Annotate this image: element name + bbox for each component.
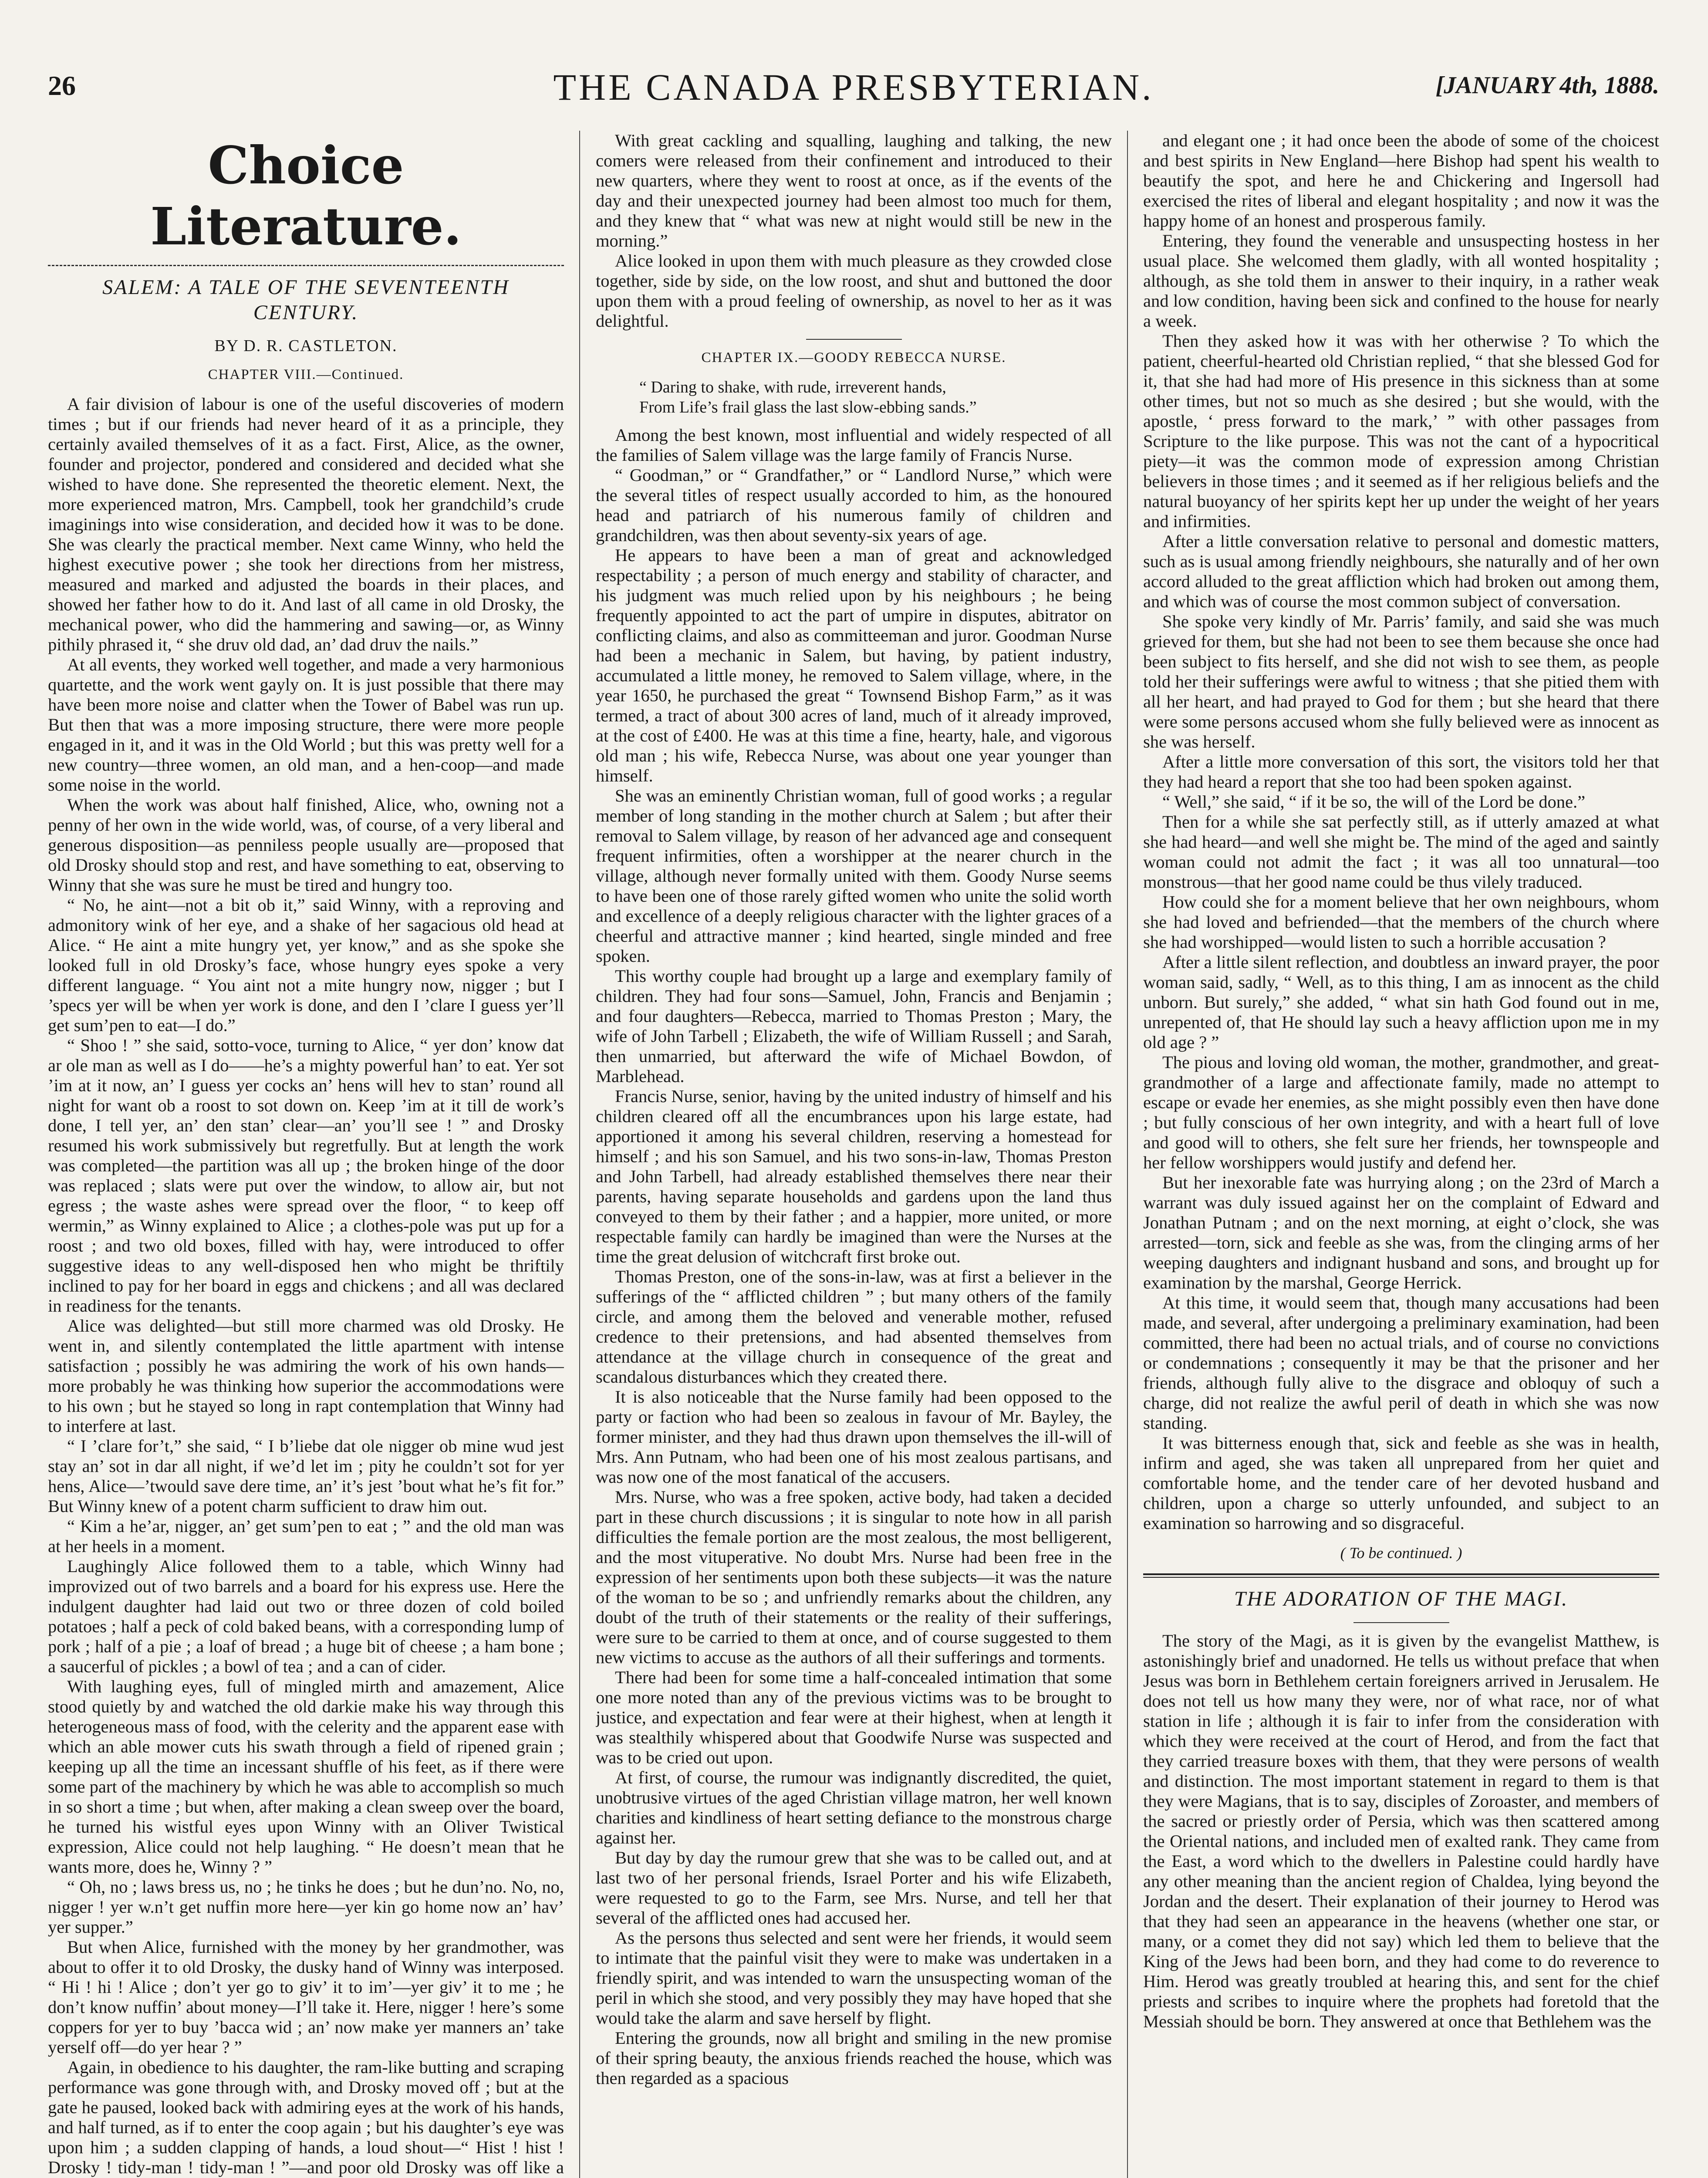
paragraph: But when Alice, furnished with the money by her grandmother, was about to offer it to old Drosky, the dusky hand of Winny was interposed. “ Hi ! hi ! Alice ; don’t yer go to giv’ it to im’—yer giv’ it to me ; he don’t know nuffin’ about money—I’ll take it. Here, nigger ! here’s some coppers for yer to buy ’bacca wid ; an’ now make yer manners an’ take yerself off—do yer hear ? ” (48, 1937, 564, 2057)
paragraph: It was bitterness enough that, sick and feeble as she was in health, infirm and aged, she was taken all unprepared from her quiet and comfortable home, and the tender care of her devoted husband and children, upon a charge so utterly unfounded, and subject to an examination so harrowing and so disgraceful. (1143, 1433, 1659, 1533)
paragraph: Alice looked in upon them with much pleasure as they crowded close together, side by side, on the low roost, and shut and buttoned the door upon them with a proud feeling of ownership, as novel to her as it was delightful. (596, 251, 1112, 331)
article-title: THE ADORATION OF THE MAGI. (1234, 1587, 1569, 1610)
issue-date: [JANUARY 4th, 1888. (1435, 72, 1659, 99)
divider (806, 339, 902, 340)
paragraph: The pious and loving old woman, the mother, grandmother, and great-grandmother of a large and affectionate family, made no attempt to escape or evade her enemies, as she might possibly even then have done ; but fully conscious of her own integrity, and with a heart full of love and good will to others, she felt sure her friends, her townspeople and her fellow worshippers would justify and defend her. (1143, 1052, 1659, 1172)
article-body (1143, 131, 1659, 1533)
paragraph: Laughingly Alice followed them to a table, which Winny had improvized out of two barrels and a board for his express use. Here the indulgent daughter had laid out two or three dozen of cold boiled potatoes ; half a peck of cold baked beans, with a corresponding lump of pork ; half of a pie ; a loaf of bread ; a huge bit of cheese ; a ham bone ; a saucerful of pickles ; a bowl of tea ; and a can of cider. (48, 1556, 564, 1676)
paragraph: A fair division of labour is one of the useful discoveries of modern times ; but if our friends had never heard of it as a principle, they certainly availed themselves of it as a fact. First, Alice, as the owner, founder and projector, pondered and considered and decided what she wished to have done. She represented the theoretic element. Next, the more experienced matron, Mrs. Campbell, took her grandchild’s crude imaginings into wise consideration, and decided how it was to be done. She was clearly the practical member. Next came Winny, who held the highest executive power ; she took her directions from her mistress, measured and marked and adjusted the boards in their places, and showed her father how to do it. And last of all came in old Drosky, the mechanical power, who did the hammering and sawing—or, as Winny pithily phrased it, “ she druv old dad, an’ dad druv the nails.” (48, 394, 564, 654)
paragraph: “ Well,” she said, “ if it be so, the will of the Lord be done.” (1162, 792, 1586, 812)
paragraph: The story of the Magi, as it is given by the evangelist Matthew, is astonishingly brief and unadorned. He tells us without preface that when Jesus was born in Bethlehem certain foreigners arrived in Jerusalem. He does not tell us how many they were, nor of what race, nor of what station in life ; although it is fair to infer from the consideration with which they were received at the court of Herod, and from the fact that they carried treasure boxes with them, that they were persons of wealth and distinction. The most important statement in regard to them is that they were Magians, that is to say, disciples of Zoroaster, and members of the sacred or priestly order of Persia, which was then scattered among the Oriental nations, and included men of exalted rank. They came from the East, a word which to the dwellers in Palestine could hardly have any other meaning than the ancient region of Chaldea, lying beyond the Jordan and the desert. Their explanation of their journey to Herod was that they had seen an appearance in the heavens (whether one star, or many, or a comet they did not say) which led them to believe that the King of the Jews had been born, and they had come to do reverence to Him. Herod was greatly troubled at hearing this, and sent for the chief priests and scribes to inquire where the prophets had foretold that the Messiah should be born. They answered at once that Bethlehem was the (1143, 1631, 1659, 2031)
paragraph: He appears to have been a man of great and acknowledged respectability ; a person of much energy and stability of character, and his judgment was much relied upon by his neighbours ; he being frequently appointed to act the part of umpire in disputes, abitrator on conflicting claims, and also as committeeman and juror. Goodman Nurse had been a mechanic in Salem, but having, by patient industry, accumulated a little money, he removed to Salem village, where, in the year 1650, he purchased the great “ Townsend Bishop Farm,” as it was termed, a tract of about 300 acres of land, much of it already improved, at the cost of £400. He was at this time a fine, hearty, hale, and vigorous old man ; his wife, Rebecca Nurse, was about one year younger than himself. (596, 545, 1112, 785)
paragraph: How could she for a moment believe that her own neighbours, whom she had loved and befriended—that the members of the church where she had worshipped—would listen to such a horrible accusation ? (1143, 892, 1659, 952)
paragraph: She spoke very kindly of Mr. Parris’ family, and said she was much grieved for them, but she had not been to see them because she once had been subject to fits herself, and she did not wish to see them, as people told her their sufferings were awful to witness ; that she pitied them with all her heart, and had prayed to God for them ; but she heard that there were some persons accused whom she fully believed were as innocent as she was herself. (1143, 612, 1659, 751)
section-masthead: Choice Literature. (150, 135, 462, 257)
paragraph: There had been for some time a half-concealed intimation that some one more noted than any of the previous victims was to be brought to justice, and expectation and fear were at their highest, when at length it was stealthily whispered about that Goodwife Nurse was suspected and was to be cried out upon. (596, 1667, 1112, 1767)
paragraph: Again, in obedience to his daughter, the ram-like butting and scraping performance was gone through with, and Drosky moved off ; but at the gate he paused, looked back with admiring eyes at the work of his hands, and half turned, as if to enter the coop again ; but his daughter’s eye was upon him ; a sudden clapping of hands, a loud shout—“ Hist ! hist ! Drosky ! tidy-man ! tidy-man ! ”—and poor old Drosky was off like a (48, 2057, 564, 2177)
paragraph: Mrs. Nurse, who was a free spoken, active body, had taken a decided part in these church discussions ; it is singular to note how in all parish difficulties the female portion are the most zealous, the most belligerent, and the most vituperative. No doubt Mrs. Nurse had been free in the expression of her sentiments upon both these subjects—it was the nature of the woman to be so ; and unfriendly remarks about the children, any doubt of the truth of their statements or the reality of their sufferings, were sure to be carried to them at once, and of course suggested to them new victims to accuse as the authors of all their sufferings and torments. (596, 1487, 1112, 1667)
paragraph: Among the best known, most influential and widely respected of all the families of Salem village was the large family of Francis Nurse. (596, 425, 1112, 465)
story-title: SALEM: A TALE OF THE SEVENTEENTH CENTURY. (102, 276, 510, 324)
paragraph: Alice was delighted—but still more charmed was old Drosky. He went in, and silently contemplated the little apartment with intense satisfaction ; possibly he was admiring the work of his own hands—more probably he was thinking how superior the accommodations were to his own ; but he stayed so long in rapt contemplation that Winny had to interfere at last. (48, 1316, 564, 1436)
journal-title: THE CANADA PRESBYTERIAN. (553, 66, 1154, 108)
divider (48, 265, 564, 266)
paragraph: “ No, he aint—not a bit ob it,” said Winny, with a reproving and admonitory wink of her eye, and a shake of her sagacious old head at Alice. “ He aint a mite hungry yet, yer know,” and as she spoke she looked full in old Drosky’s face, whose hungry eyes spoke a very different language. “ You aint not a mite hungry now, nigger ; but I ’specs yer will be when yer work is done, and den I ’clare I guess yer’ll get sum’pen to eat—I do.” (48, 895, 564, 1035)
paragraph: “ Goodman,” or “ Grandfather,” or “ Landlord Nurse,” which were the several titles of respect usually accorded to him, as the honoured head and patriarch of his numerous family of children and grandchildren, was then about seventy-six years of age. (596, 465, 1112, 545)
paragraph: When the work was about half finished, Alice, who, owning not a penny of her own in the wide world, was, of course, of a very liberal and generous disposition—as penniless people usually are—proposed that old Drosky should stop and rest, and have something to eat, observing to Winny that she was sure he must be tired and hungry too. (48, 795, 564, 895)
page-number: 26 (48, 70, 76, 101)
divider (1143, 1577, 1659, 1578)
paragraph: At this time, it would seem that, though many accusations had been made, and several, after undergoing a preliminary examination, had been committed, there had been no actual trials, and of course no convictions or condemnations ; consequently it may be that the prisoner and her friends, although fully alive to the disgrace and obloquy of such a charge, did not realize the awful peril of death in which she was now standing. (1143, 1293, 1659, 1433)
paragraph: At first, of course, the rumour was indignantly discredited, the quiet, unobtrusive virtues of the aged Christian village matron, her well known charities and kindliness of heart setting defiance to the monstrous charge against her. (596, 1768, 1112, 1847)
paragraph: But her inexorable fate was hurrying along ; on the 23rd of March a warrant was duly issued against her on the complaint of Edward and Jonathan Putnam ; and on the next morning, at eight o’clock, she was arrested—torn, sick and feeble as she was, from the clinging arms of her weeping daughters and indignant husband and sons, and brought up for examination by the marshal, George Herrick. (1143, 1173, 1659, 1292)
paragraph: and elegant one ; it had once been the abode of some of the choicest and best spirits in New England—here Bishop had spent his wealth to beautify the spot, and here he and Chickering and Ingersoll had exercised the rites of liberal and elegant hospitality ; and now it was the happy home of an honest and prosperous family. (1143, 131, 1659, 230)
column-2 (596, 131, 1112, 2178)
article-body (596, 131, 1112, 331)
paragraph: Thomas Preston, one of the sons-in-law, was at first a believer in the sufferings of the “ afflicted children ” ; but many others of the family circle, and among them the beloved and venerable mother, refused credence to their pretensions, and had absented themselves from attendance at the village church in consequence of the great and scandalous disturbances which they created there. (596, 1267, 1112, 1387)
column-rule (579, 131, 580, 2178)
epigraph-line: “ Daring to shake, with rude, irreverent hands, (639, 378, 946, 396)
article-body (596, 425, 1112, 2088)
paragraph: “ Shoo ! ” she said, sotto-voce, turning to Alice, “ yer don’ know dat ar ole man as well as I do——he’s a mighty powerful han’ to eat. Yer sot ’im at it now, an’ I guess yer cocks an’ hens will hev to stan’ round all night for want ob a roost to sot down on. Keep ’im at it till de work’s done, I tell yer, an’ den stan’ clear—an’ you’ll see ! ” and Drosky resumed his work submissively but regretfully. But at length the work was completed—the partition was all up ; the broken hinge of the door was replaced ; slats were put over the window, to allow air, but not egress ; the waste ashes were spread over the floor, “ to keep off wermin,” as Winny explained to Alice ; a clothes-pole was put up for a roost ; and two old boxes, filled with hay, were introduced to offer suggestive ideas to any well-disposed hen who might be thriftily inclined to pay for her board in eggs and chickens ; and all was declared in readiness for the tenants. (48, 1035, 564, 1316)
divider (1143, 1573, 1659, 1575)
paragraph: “ Kim a he’ar, nigger, an’ get sum’pen to eat ; ” and the old man was at her heels in a moment. (48, 1516, 564, 1556)
paragraph: With great cackling and squalling, laughing and talking, the new comers were released from their confinement and introduced to their new quarters, where they went to roost at once, as if the events of the day and their unexpected journey had been almost too much for them, and they knew that “ what was new at night would still be new in the morning.” (596, 131, 1112, 250)
column-1 (48, 131, 564, 2178)
paragraph: Then they asked how it was with her otherwise ? To which the patient, cheerful-hearted old Christian replied, “ that she blessed God for it, that she had had more of His presence in this sickness than at some other times, but not so much as she desired ; but she would, with the apostle, ‘ press forward to the mark,’ ” with other passages from Scripture to the like purpose. This was not the cant of a hypocritical piety—it was the common mode of expression among Christian believers in those times ; and it seemed as if her religious beliefs and the natural buoyancy of her spirits kept her up under the weight of her years and infirmities. (1143, 331, 1659, 531)
page-header (48, 65, 1659, 113)
paragraph: As the persons thus selected and sent were her friends, it would seem to intimate that the painful visit they were to make was undertaken in a friendly spirit, and was intended to warn the unsuspecting woman of the peril in which she stood, and very possibly they may have hoped that she would take the alarm and save herself by flight. (596, 1928, 1112, 2028)
epigraph-line: From Life’s frail glass the last slow-ebbing sands.” (639, 398, 977, 416)
paragraph: After a little silent reflection, and doubtless an inward prayer, the poor woman said, sadly, “ Well, as to this thing, I am as innocent as the child unborn. But surely,” she added, “ what sin hath God found out in me, unrepented of, that He should lay such a heavy affliction upon me in my old age ? ” (1143, 952, 1659, 1052)
paragraph: It is also noticeable that the Nurse family had been opposed to the party or faction who had been so zealous in favour of Mr. Bayley, the former minister, and they had thus drawn upon themselves the ill-will of Mrs. Ann Putnam, who had been one of his most zealous partisans, and was now one of the most fanatical of the accusers. (596, 1387, 1112, 1487)
chapter-heading: CHAPTER VIII.—Continued. (208, 367, 404, 382)
to-be-continued: ( To be continued. ) (1340, 1544, 1462, 1562)
paragraph: This worthy couple had brought up a large and exemplary family of children. They had four sons—Samuel, John, Francis and Benjamin ; and four daughters—Rebecca, married to Thomas Preston ; Mary, the wife of John Tarbell ; Elizabeth, the wife of William Russell ; and Sarah, then unmarried, but afterward the wife of Michael Bowdon, of Marblehead. (596, 966, 1112, 1086)
paragraph: But day by day the rumour grew that she was to be called out, and at last two of her personal friends, Israel Porter and his wife Elizabeth, were requested to go to the Farm, see Mrs. Nurse, and tell her that several of the afflicted ones had accused her. (596, 1848, 1112, 1928)
column-3 (1143, 131, 1659, 2178)
paragraph: She was an eminently Christian woman, full of good works ; a regular member of long standing in the mother church at Salem ; but after their removal to Salem village, by reason of her advanced age and consequent frequent infirmities, often a worshipper at the nearer church in the village, although never formally united with them. Goody Nurse seems to have been one of those rarely gifted women who unite the solid worth and excellence of a deeply religious character with the lighter graces of a cheerful and attractive manner ; kind hearted, single minded and free spoken. (596, 786, 1112, 966)
story-byline: BY D. R. CASTLETON. (214, 337, 398, 355)
article-body (48, 394, 564, 2178)
paragraph: With laughing eyes, full of mingled mirth and amazement, Alice stood quietly by and watched the old darkie make his way through this heterogeneous mass of food, with the celerity and the apparent ease with which an able mower cuts his swath through a field of ripened grain ; keeping up all the time an incessant shuffle of his feet, as if there were some part of the machinery by which he was able to accomplish so much in so short a time ; but when, after making a clean sweep over the board, he turned his wistful eyes upon Winny with an Oliver Twistical expression, Alice could not help laughing. “ He doesn’t mean that he wants more, does he, Winny ? ” (48, 1677, 564, 1877)
divider (1354, 1622, 1449, 1623)
article-body (1143, 1631, 1659, 2032)
paragraph: Entering the grounds, now all bright and smiling in the new promise of their spring beauty, the anxious friends reached the house, which was then regarded as a spacious (596, 2028, 1112, 2088)
chapter-heading: CHAPTER IX.—GOODY REBECCA NURSE. (701, 350, 1006, 365)
paragraph: Francis Nurse, senior, having by the united industry of himself and his children cleared off all the encumbrances upon his large estate, had apportioned it among his several children, reserving a homestead for himself ; and his son Samuel, and his two sons-in-law, Thomas Preston and John Tarbell, had already established themselves there near their parents, having separate households and gardens upon the land thus conveyed to them by their father ; and a happier, more united, or more respectable family can hardly be imagined than were the Nurses at the time the great delusion of witchcraft first broke out. (596, 1086, 1112, 1266)
paragraph: After a little conversation relative to personal and domestic matters, such as is usual among friendly neighbours, she naturally and of her own accord alluded to the great affliction which had broken out among them, and which was of course the most common subject of conversation. (1143, 531, 1659, 611)
paragraph: Entering, they found the venerable and unsuspecting hostess in her usual place. She welcomed them gladly, with all wonted hospitality ; although, as she told them in answer to their inquiry, in a rather weak and low condition, having been sick and confined to the house for nearly a week. (1143, 231, 1659, 331)
paragraph: At all events, they worked well together, and made a very harmonious quartette, and the work went gayly on. It is just possible that there may have been more noise and clatter when the Tower of Babel was run up. But then that was a more imposing structure, there were more people engaged in it, and it was in the Old World ; but this was pretty well for a new country—three women, an old man, and a hen-coop—and made some noise in the world. (48, 655, 564, 795)
paragraph: “ I ’clare for’t,” she said, “ I b’liebe dat ole nigger ob mine wud jest stay an’ sot in dar all night, if we’d let im ; pity he couldn’t sot for yer hens, Alice—’twould save dere time, an’ it’s jest ’bout what he’s fit for.” But Winny knew of a potent charm sufficient to draw him out. (48, 1436, 564, 1516)
paragraph: Then for a while she sat perfectly still, as if utterly amazed at what she had heard—and well she might be. The mind of the aged and saintly woman could not admit the fact ; it was all too unnatural—too monstrous—that her good name could be thus vilely traduced. (1143, 812, 1659, 892)
paragraph: After a little more conversation of this sort, the visitors told her that they had heard a report that she too had been spoken against. (1143, 752, 1659, 791)
paragraph: “ Oh, no ; laws bress us, no ; he tinks he does ; but he dun’no. No, no, nigger ! yer w.n’t get nuffin more here—yer kin go home now an’ hav’ yer supper.” (48, 1877, 564, 1937)
column-rule (1127, 131, 1128, 2178)
